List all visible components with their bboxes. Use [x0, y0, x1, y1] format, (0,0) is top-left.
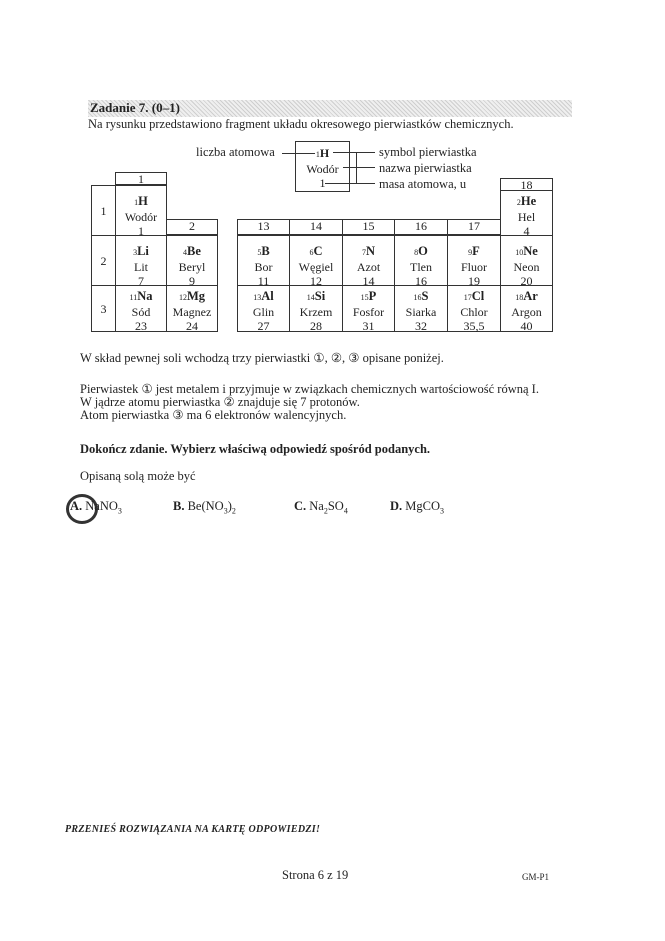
atomic-number: 1 [134, 198, 139, 207]
subscript: 3 [117, 506, 122, 516]
element-symbol: P [368, 289, 377, 303]
option-letter: A. [70, 499, 83, 513]
legend-line [343, 167, 375, 168]
element-cell-cl [447, 285, 501, 332]
element-symbol: Ne [523, 244, 538, 258]
group-header: 17 [447, 219, 501, 235]
formula-part: Be(NO [187, 499, 224, 513]
paragraph-element-3: Atom pierwiastka ③ ma 6 elektronów walencyjnych. [80, 408, 347, 422]
legend-line [325, 183, 375, 184]
element-cell-b [237, 235, 290, 286]
atomic-number: 13 [253, 293, 262, 302]
subscript: 4 [343, 506, 348, 516]
element-symbol: N [365, 244, 376, 258]
atomic-mass: 16 [415, 274, 427, 288]
element-cell-f [447, 235, 501, 286]
element-symbol: He [520, 194, 537, 208]
period-header: 3 [91, 285, 116, 332]
atomic-mass: 1 [138, 224, 144, 238]
legend-line [356, 152, 357, 184]
element-name: Węgiel [298, 260, 334, 274]
atomic-number: 2 [516, 198, 521, 207]
atomic-mass: 24 [186, 319, 198, 333]
element-symbol: S [421, 289, 429, 303]
element-name: Lit [134, 260, 148, 274]
element-cell-ar [500, 285, 553, 332]
legend-mass-label: masa atomowa, u [379, 177, 467, 191]
element-symbol: Si [314, 289, 326, 303]
element-symbol: C [313, 244, 323, 258]
legend-z: 1 [315, 150, 320, 159]
element-symbol: Li [137, 244, 149, 258]
document-code: GM-P1 [522, 872, 550, 882]
formula-part: Na [309, 499, 324, 513]
subscript: 3 [440, 506, 445, 516]
group-header: 2 [166, 219, 218, 235]
atomic-number: 12 [178, 293, 187, 302]
page-number: Strona 6 z 19 [282, 868, 349, 882]
element-name: Azot [356, 260, 381, 274]
atomic-number: 11 [129, 293, 138, 302]
element-symbol: Mg [186, 289, 206, 303]
legend-symbol-label: symbol pierwiastka [379, 145, 477, 159]
element-name: Hel [517, 210, 536, 224]
element-name: Neon [513, 260, 540, 274]
answer-option-a[interactable] [70, 499, 122, 516]
instruction: Dokończ zdanie. Wybierz właściwą odpowiedź spośród podanych. [80, 442, 431, 456]
group-header: 13 [237, 219, 290, 235]
answer-option-b[interactable] [173, 499, 236, 516]
element-cell-be [166, 235, 218, 286]
legend-line [333, 152, 375, 153]
element-cell-si [289, 285, 343, 332]
atomic-number: 10 [515, 248, 524, 257]
element-cell-c [289, 235, 343, 286]
element-name: Argon [511, 305, 542, 319]
group-header: 16 [394, 219, 448, 235]
legend-symbol: H [319, 146, 330, 160]
element-name: Tlen [410, 260, 432, 274]
atomic-mass: 20 [520, 274, 533, 288]
element-cell-h [115, 185, 167, 236]
atomic-number: 5 [257, 248, 262, 257]
element-cell-he [500, 190, 553, 236]
element-symbol: Ar [523, 289, 538, 303]
legend-line [282, 153, 315, 154]
element-name: Chlor [460, 305, 488, 319]
atomic-number: 9 [468, 248, 473, 257]
element-symbol: Na [137, 289, 153, 303]
element-name: Magnez [172, 305, 212, 319]
atomic-number: 8 [414, 248, 419, 257]
legend-name: Wodór [306, 162, 339, 176]
element-name: Wodór [124, 210, 158, 224]
element-symbol: O [418, 244, 428, 258]
paragraph-element-1: Pierwiastek ① jest metalem i przyjmuje w związkach chemicznych wartościowość równą I. [80, 382, 539, 396]
element-name: Fluor [460, 260, 487, 274]
element-name: Fosfor [352, 305, 385, 319]
atomic-mass: 11 [257, 274, 270, 288]
atomic-number: 7 [361, 248, 366, 257]
atomic-mass: 9 [189, 274, 195, 288]
subscript: 2 [323, 506, 328, 516]
atomic-mass: 7 [138, 274, 144, 288]
period-header: 2 [91, 235, 116, 286]
atomic-mass: 40 [520, 319, 533, 333]
legend-atomic-number-label: liczba atomowa [196, 145, 275, 159]
atomic-mass: 14 [362, 274, 375, 288]
element-symbol: Al [261, 289, 274, 303]
formula-part: SO [327, 499, 344, 513]
group-header: 18 [500, 178, 553, 191]
subscript: 3 [223, 506, 228, 516]
element-name: Siarka [405, 305, 437, 319]
option-letter: C. [294, 499, 307, 513]
atomic-mass: 23 [135, 319, 147, 333]
atomic-mass: 28 [310, 319, 322, 333]
element-symbol: H [138, 194, 148, 208]
subscript: 2 [231, 506, 236, 516]
element-name: Sód [131, 305, 151, 319]
element-cell-na [115, 285, 167, 332]
element-cell-mg [166, 285, 218, 332]
legend-example-cell [295, 141, 350, 192]
element-name: Beryl [178, 260, 206, 274]
atomic-number: 3 [133, 248, 138, 257]
element-name: Bor [254, 260, 273, 274]
atomic-mass: 31 [362, 319, 375, 333]
element-cell-li [115, 235, 167, 286]
group-header: 1 [115, 172, 167, 185]
element-cell-o [394, 235, 448, 286]
legend-name-label: nazwa pierwiastka [379, 161, 472, 175]
atomic-number: 4 [183, 248, 188, 257]
atomic-mass: 27 [257, 319, 270, 333]
element-name: Krzem [299, 305, 333, 319]
element-cell-ne [500, 235, 553, 286]
atomic-number: 16 [413, 293, 422, 302]
element-symbol: F [472, 244, 480, 258]
atomic-number: 14 [306, 293, 315, 302]
element-name: Glin [252, 305, 275, 319]
option-letter: D. [390, 499, 403, 513]
paragraph-elements: W skład pewnej soli wchodzą trzy pierwiastki ①, ②, ③ opisane poniżej. [80, 351, 444, 365]
element-cell-al [237, 285, 290, 332]
question-stem: Opisaną solą może być [80, 469, 196, 483]
paragraph-element-2: W jądrze atomu pierwiastka ② znajduje się 7 protonów. [80, 395, 360, 409]
formula-part: ) [227, 499, 232, 513]
atomic-mass: 12 [310, 274, 322, 288]
atomic-mass: 32 [415, 319, 427, 333]
element-symbol: Cl [471, 289, 485, 303]
element-cell-p [342, 285, 395, 332]
atomic-number: 15 [360, 293, 369, 302]
option-letter: B. [173, 499, 185, 513]
answer-option-c[interactable] [294, 499, 348, 516]
element-cell-n [342, 235, 395, 286]
element-symbol: Be [187, 244, 201, 258]
group-header: 15 [342, 219, 395, 235]
atomic-mass: 19 [468, 274, 480, 288]
atomic-mass: 35,5 [463, 319, 485, 333]
atomic-number: 6 [309, 248, 314, 257]
formula-part: NaNO [85, 499, 118, 513]
element-cell-s [394, 285, 448, 332]
task-intro: Na rysunku przedstawiono fragment układu okresowego pierwiastków chemicznych. [88, 117, 514, 131]
period-header: 1 [91, 185, 116, 236]
footer-note: PRZENIEŚ ROZWIĄZANIA NA KARTĘ ODPOWIEDZI! [65, 824, 321, 835]
formula-part: MgCO [405, 499, 441, 513]
atomic-mass: 4 [523, 224, 530, 238]
atomic-number: 18 [515, 293, 524, 302]
atomic-number: 17 [463, 293, 472, 302]
legend-mass: 1 [319, 176, 326, 190]
group-header: 14 [289, 219, 343, 235]
task-title: Zadanie 7. (0–1) [90, 100, 180, 115]
answer-option-d[interactable] [390, 499, 444, 516]
element-symbol: B [261, 244, 270, 258]
